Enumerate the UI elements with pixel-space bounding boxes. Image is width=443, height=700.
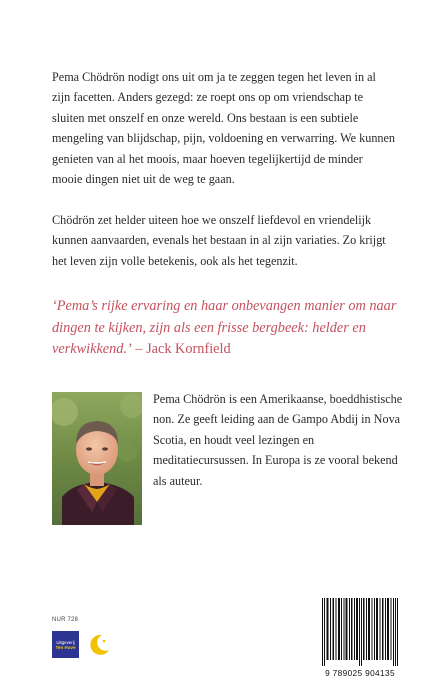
- author-bio: Pema Chödrön is een Amerikaanse, boeddhistische non. Ze geeft leiding aan de Gampo Abdij in Nova Scotia, en houdt veel lezingen en meditatiecursussen. In Europa is ze vooral bekend als auteur.: [153, 392, 403, 488]
- crescent-moon-icon: [86, 632, 112, 658]
- quote-text: ‘Pema’s rijke ervaring en haar onbevangen manier om naar dingen te kijken, zijn als een frisse bergbeek: helder en verkwikkend.’: [52, 298, 397, 357]
- publisher-logo-line-2: Ten Have: [55, 644, 76, 650]
- publisher-logo: [52, 631, 79, 658]
- publisher-logo-line-1: Uitgeverij: [56, 639, 75, 645]
- blurb-paragraph-1: Pema Chödrön nodigt ons uit om ja te zeggen tegen het leven in al zijn facetten. Anders gezegd: ze roept ons op om vriendschap te sluiten met onszelf en onze wereld. Ons bestaan is een subtiele mengeling van blijdschap, pijn, voldoening en verwarring. We kunnen genieten van al het moois, maar hoeven tegelijkertijd de minder mooie dingen niet uit de weg te gaan.: [52, 70, 396, 187]
- author-portrait-image: [52, 392, 142, 525]
- nur-code: NUR 728: [52, 617, 79, 623]
- barcode-icon: [322, 598, 398, 666]
- isbn-digits: 9 789025 904135: [325, 668, 395, 678]
- author-photo: [52, 392, 142, 525]
- endorsement-quote: [52, 296, 402, 361]
- quote-attribution: – Jack Kornfield: [131, 341, 231, 357]
- blurb-paragraph-2: Chödrön zet helder uiteen hoe we onszelf liefdevol en vriendelijk kunnen aanvaarden, evenals het bestaan in al zijn variaties. Zo krijgt het leven zijn volle betekenis, ook als het tegenzit.: [52, 213, 386, 268]
